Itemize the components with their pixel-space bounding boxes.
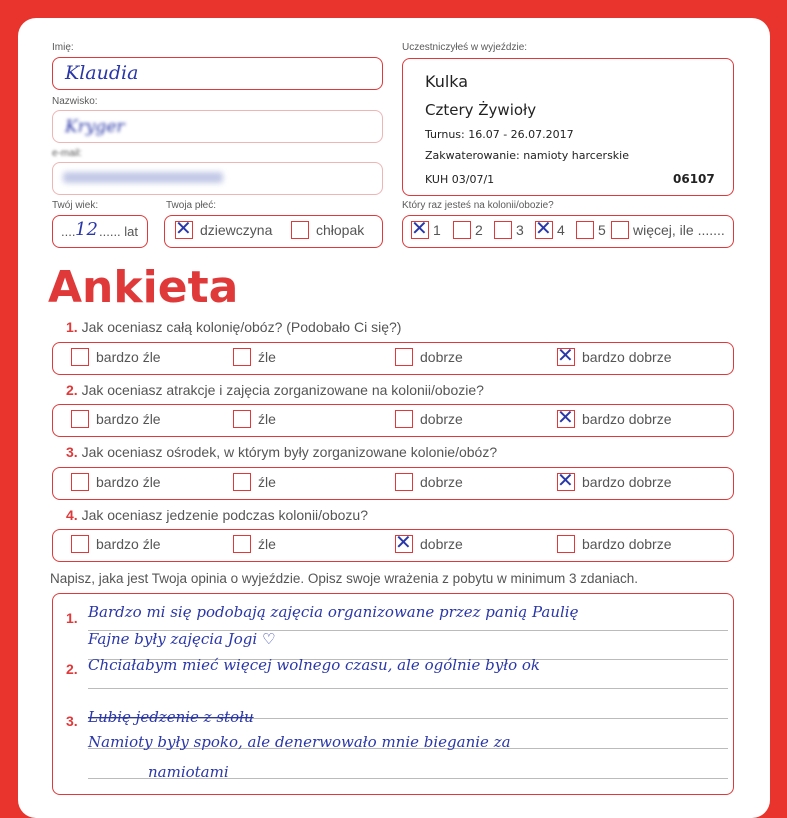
- opinion-line-4-crossed: Lubię jedzenie z stołu: [88, 708, 254, 726]
- surname-value: Kryger: [65, 117, 125, 137]
- camp-label: Uczestniczyłeś w wyjeździe:: [402, 42, 528, 53]
- rating-option[interactable]: źle: [233, 410, 276, 428]
- rating-option[interactable]: źle: [233, 473, 276, 491]
- rating-option[interactable]: ✕ bardzo dobrze: [557, 348, 672, 366]
- checkbox[interactable]: [233, 535, 251, 553]
- checkbox[interactable]: [494, 221, 512, 239]
- email-label: e-mail:: [52, 148, 83, 159]
- opinion-prompt: Napisz, jaka jest Twoja opinia o wyjeździe. Opisz swoje wrażenia z pobytu w minimum 3 zdaniach.: [50, 571, 639, 586]
- surname-field[interactable]: [52, 110, 383, 143]
- rating-option[interactable]: bardzo dobrze: [557, 535, 672, 553]
- email-field[interactable]: [52, 162, 383, 195]
- checkbox[interactable]: [291, 221, 309, 239]
- rating-row-1: [52, 342, 734, 375]
- camp-name: Kulka: [425, 72, 469, 91]
- rating-option[interactable]: źle: [233, 348, 276, 366]
- gender-field: [164, 215, 383, 248]
- checkbox-checked[interactable]: [557, 473, 575, 491]
- times-option-3[interactable]: 3: [494, 221, 524, 239]
- rating-option[interactable]: dobrze: [395, 473, 463, 491]
- rating-option[interactable]: bardzo źle: [71, 410, 161, 428]
- question-1: 1. Jak oceniasz całą kolonię/obóz? (Podobało Ci się?): [66, 319, 402, 335]
- rating-row-2: [52, 404, 734, 437]
- camp-code: KUH 03/07/1: [425, 173, 495, 186]
- checkbox[interactable]: [395, 473, 413, 491]
- checkbox[interactable]: [71, 348, 89, 366]
- times-option-2[interactable]: 2: [453, 221, 483, 239]
- checkbox[interactable]: [233, 473, 251, 491]
- camp-turnus: Turnus: 16.07 - 26.07.2017: [425, 128, 574, 141]
- opinion-line-5: Namioty były spoko, ale denerwowało mnie bieganie za: [88, 733, 511, 751]
- gender-option-boy[interactable]: chłopak: [291, 221, 364, 239]
- checkbox-checked[interactable]: [411, 221, 429, 239]
- checkbox-checked[interactable]: [535, 221, 553, 239]
- gender-option-girl[interactable]: ✕ dziewczyna: [175, 221, 272, 239]
- rating-option[interactable]: ✕ bardzo dobrze: [557, 473, 672, 491]
- rating-row-4: [52, 529, 734, 562]
- checkbox[interactable]: [233, 348, 251, 366]
- surname-label: Nazwisko:: [52, 96, 98, 107]
- rating-option[interactable]: ✕ bardzo dobrze: [557, 410, 672, 428]
- checkbox[interactable]: [233, 410, 251, 428]
- opinion-line-2: Fajne były zajęcia Jogi ♡: [88, 630, 276, 648]
- question-2: 2. Jak oceniasz atrakcje i zajęcia zorganizowane na kolonii/obozie?: [66, 382, 484, 398]
- opinion-line-3: Chciałabym mieć więcej wolnego czasu, ale ogólnie było ok: [88, 656, 540, 674]
- gender-label: Twoja płeć:: [166, 200, 217, 211]
- page-title: Ankieta: [48, 262, 239, 313]
- checkbox[interactable]: [557, 535, 575, 553]
- rating-option[interactable]: bardzo źle: [71, 473, 161, 491]
- survey-sheet: [18, 18, 770, 818]
- checkbox-checked[interactable]: [395, 535, 413, 553]
- times-option-1[interactable]: ✕ 1: [411, 221, 441, 239]
- age-prefix: ....: [61, 224, 76, 239]
- name-field[interactable]: [52, 57, 383, 90]
- camp-accommodation: Zakwaterowanie: namioty harcerskie: [425, 149, 629, 162]
- opinion-line-6: namiotami: [148, 763, 229, 781]
- name-value: Klaudia: [65, 62, 139, 84]
- rating-option[interactable]: bardzo źle: [71, 535, 161, 553]
- opinion-line-1: Bardzo mi się podobają zajęcia organizowane przez panią Paulię: [88, 603, 579, 621]
- age-value: 12: [75, 219, 98, 240]
- camp-number: 06107: [673, 172, 715, 186]
- times-option-4[interactable]: ✕ 4: [535, 221, 565, 239]
- checkbox[interactable]: [395, 410, 413, 428]
- opinion-number-3: 3.: [66, 713, 78, 729]
- times-label: Który raz jesteś na kolonii/obozie?: [402, 200, 554, 211]
- checkbox[interactable]: [576, 221, 594, 239]
- age-field[interactable]: [52, 215, 148, 248]
- checkbox[interactable]: [71, 473, 89, 491]
- rating-option[interactable]: dobrze: [395, 410, 463, 428]
- camp-info-box: [402, 58, 734, 196]
- opinion-number-1: 1.: [66, 610, 78, 626]
- rating-option[interactable]: ✕ dobrze: [395, 535, 463, 553]
- times-field: [402, 215, 734, 248]
- checkbox[interactable]: [453, 221, 471, 239]
- rating-row-3: [52, 467, 734, 500]
- rating-option[interactable]: źle: [233, 535, 276, 553]
- checkbox[interactable]: [611, 221, 629, 239]
- email-redacted: [63, 172, 223, 183]
- checkbox[interactable]: [395, 348, 413, 366]
- checkbox[interactable]: [71, 535, 89, 553]
- checkbox-checked[interactable]: [175, 221, 193, 239]
- rating-option[interactable]: bardzo źle: [71, 348, 161, 366]
- rating-option[interactable]: dobrze: [395, 348, 463, 366]
- question-3: 3. Jak oceniasz ośrodek, w którym były zorganizowane kolonie/obóz?: [66, 444, 498, 460]
- opinion-number-2: 2.: [66, 661, 78, 677]
- times-option-more[interactable]: więcej, ile .......: [611, 221, 725, 239]
- age-suffix: ...... lat: [99, 224, 139, 239]
- age-label: Twój wiek:: [52, 200, 99, 211]
- checkbox[interactable]: [71, 410, 89, 428]
- question-4: 4. Jak oceniasz jedzenie podczas kolonii/obozu?: [66, 507, 368, 523]
- checkbox-checked[interactable]: [557, 410, 575, 428]
- camp-subtitle: Cztery Żywioły: [425, 101, 537, 119]
- name-label: Imię:: [52, 42, 74, 53]
- checkbox-checked[interactable]: [557, 348, 575, 366]
- times-option-5[interactable]: 5: [576, 221, 606, 239]
- writing-line: [88, 688, 728, 689]
